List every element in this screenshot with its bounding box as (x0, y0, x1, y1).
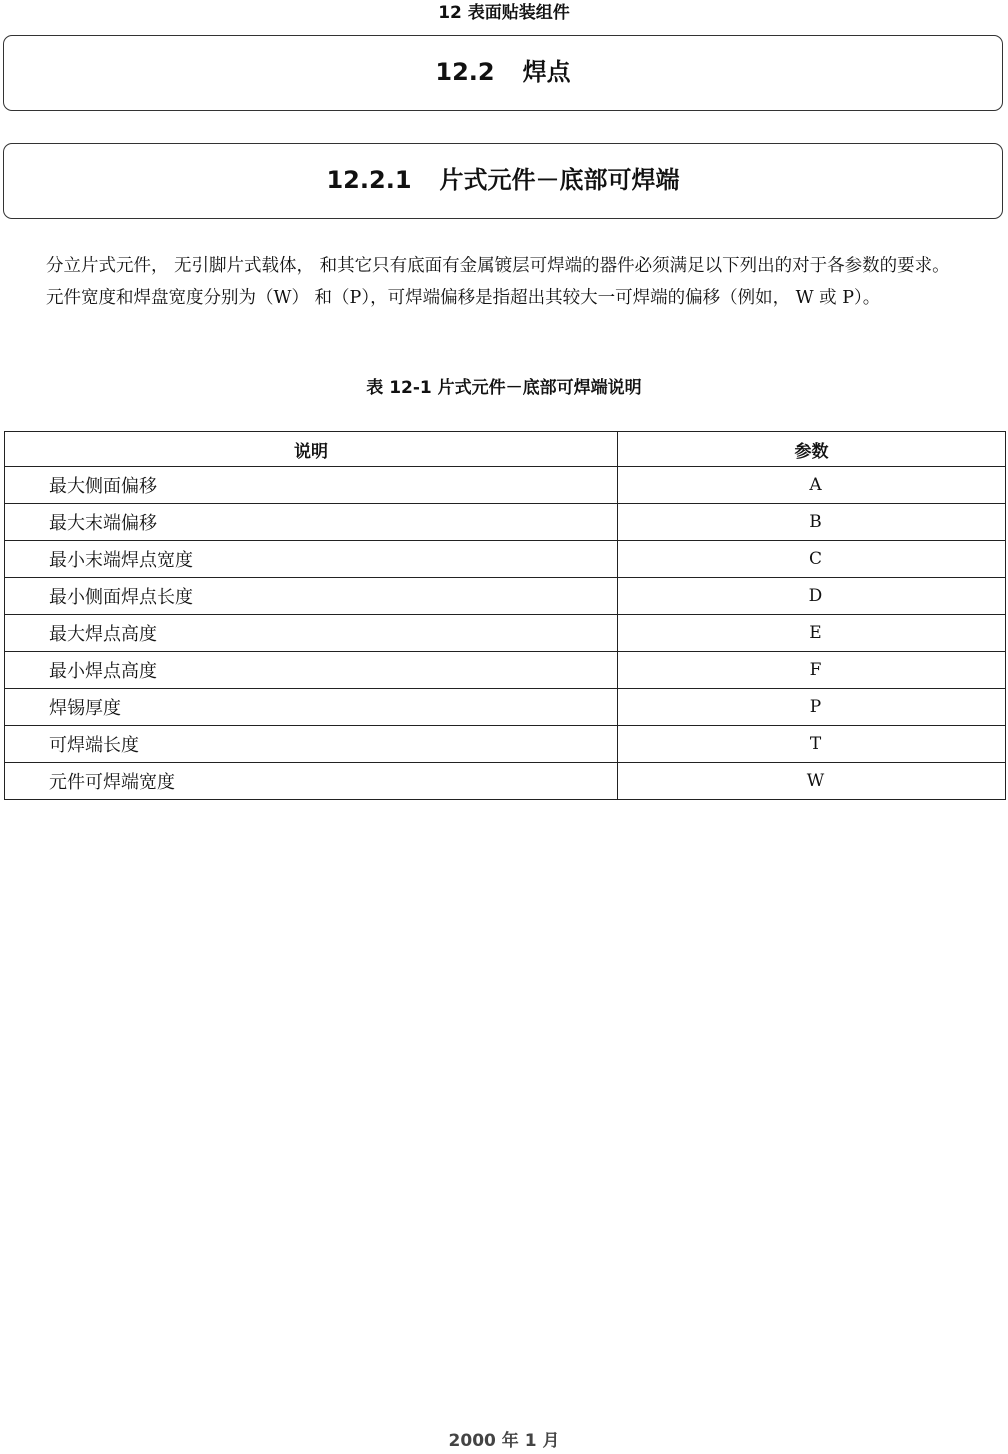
row-description: 最大焊点高度 (5, 615, 618, 652)
row-description: 焊锡厚度 (5, 689, 618, 726)
table-row (5, 578, 1006, 615)
row-parameter: B (618, 504, 1006, 541)
table-caption: 表 12-1 片式元件－底部可焊端说明 (366, 378, 642, 398)
subsection-title: 片式元件－底部可焊端 (439, 166, 680, 194)
row-description: 最大末端偏移 (5, 504, 618, 541)
row-description: 可焊端长度 (5, 726, 618, 763)
table-header-row (5, 432, 1006, 467)
intro-text (4, 250, 1006, 314)
running-header: 12 表面贴装组件 (438, 3, 570, 23)
footer-date: 2000 年 1 月 (448, 1431, 560, 1451)
row-parameter: T (618, 726, 1006, 763)
table-row (5, 541, 1006, 578)
table-row (5, 763, 1006, 800)
row-description: 最小焊点高度 (5, 652, 618, 689)
section-title: 焊点 (522, 58, 571, 86)
table-row (5, 652, 1006, 689)
intro-paragraph-2: 元件宽度和焊盘宽度分别为（W） 和（P），可焊端偏移是指超出其较大一可焊端的偏移（例如， W 或 P）。 (46, 288, 881, 308)
table-row (5, 615, 1006, 652)
table-row (5, 467, 1006, 504)
row-parameter: E (618, 615, 1006, 652)
spec-table (4, 431, 1006, 800)
row-description: 最大侧面偏移 (5, 467, 618, 504)
row-parameter: F (618, 652, 1006, 689)
table-row (5, 504, 1006, 541)
table-row (5, 726, 1006, 763)
row-description: 元件可焊端宽度 (5, 763, 618, 800)
row-parameter: P (618, 689, 1006, 726)
table-row (5, 689, 1006, 726)
section-title-box (3, 35, 1003, 111)
column-header-parameter: 参数 (618, 432, 1006, 467)
row-description: 最小侧面焊点长度 (5, 578, 618, 615)
subsection-number: 12.2.1 (326, 166, 412, 194)
section-number: 12.2 (435, 58, 495, 86)
row-description: 最小末端焊点宽度 (5, 541, 618, 578)
column-header-description: 说明 (5, 432, 618, 467)
intro-paragraph-1: 分立片式元件， 无引脚片式载体， 和其它只有底面有金属镀层可焊端的器件必须满足以下列出的对于各参数的要求。 (46, 256, 950, 276)
row-parameter: C (618, 541, 1006, 578)
row-parameter: W (618, 763, 1006, 800)
row-parameter: A (618, 467, 1006, 504)
row-parameter: D (618, 578, 1006, 615)
subsection-title-box (3, 143, 1003, 219)
